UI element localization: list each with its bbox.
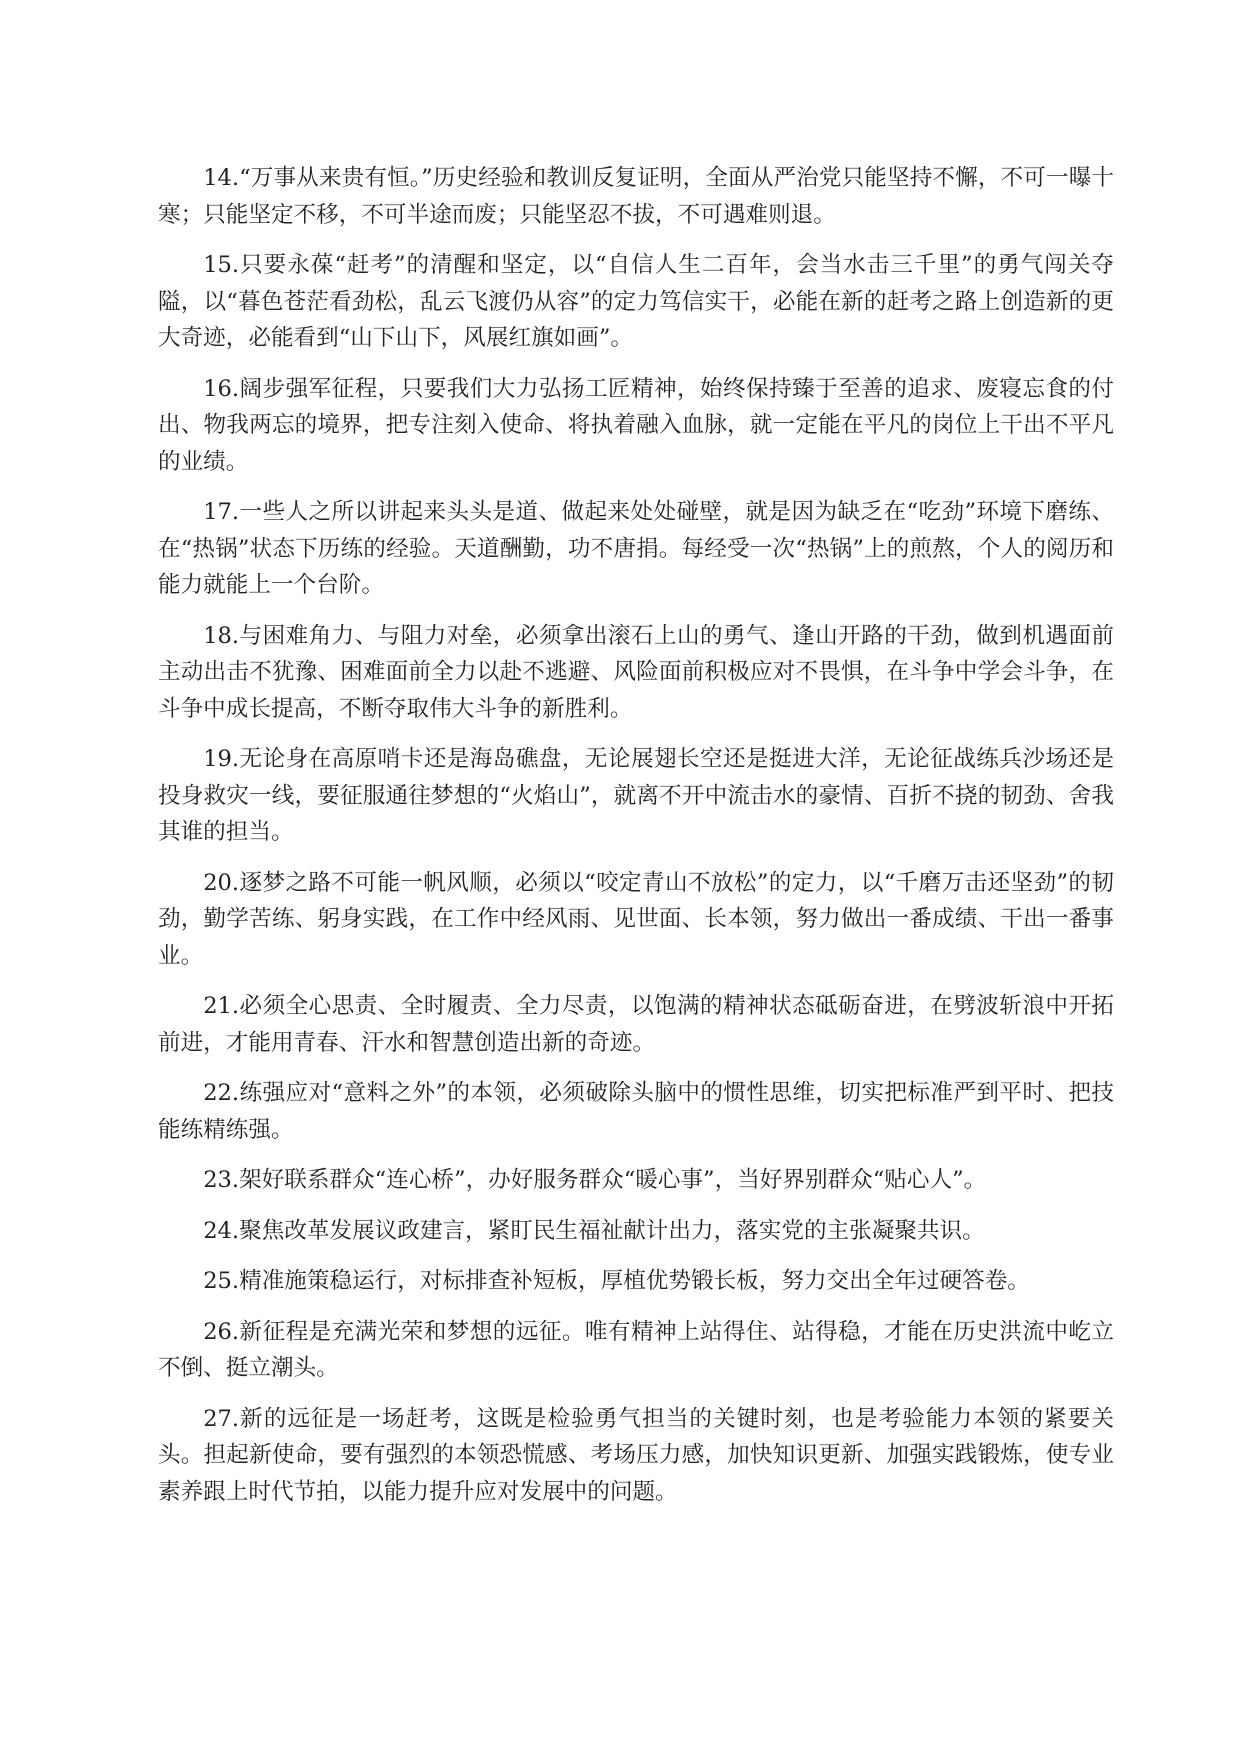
paragraph-21: 21.必须全心思责、全时履责、全力尽责，以饱满的精神状态砥砺奋进，在劈波斩浪中开拓前进，才能用青春、汗水和智慧创造出新的奇迹。 [158,993,1114,1056]
paragraph-15: 15.只要永葆“赶考”的清醒和坚定，以“自信人生二百年，会当水击三千里”的勇气闯关夺隘，以“暮色苍茫看劲松，乱云飞渡仍从容”的定力笃信实干，必能在新的赶考之路上创造新的更大奇迹，必能看到“山下山下，风展红旗如画”。 [158,252,1114,351]
paragraph-19: 19.无论身在高原哨卡还是海岛礁盘，无论展翅长空还是挺进大洋，无论征战练兵沙场还是投身救灾一线，要征服通往梦想的“火焰山”，就离不开中流击水的豪情、百折不挠的韧劲、舍我其谁的担当。 [158,746,1114,845]
paragraph-16: 16.阔步强军征程，只要我们大力弘扬工匠精神，始终保持臻于至善的追求、废寝忘食的付出、物我两忘的境界，把专注刻入使命、将执着融入血脉，就一定能在平凡的岗位上干出不平凡的业绩。 [158,375,1114,475]
paragraph-17: 17.一些人之所以讲起来头头是道、做起来处处碰壁，就是因为缺乏在“吃劲”环境下磨练、在“热锅”状态下历练的经验。天道酬勤，功不唐捐。每经受一次“热锅”上的煎熬，个人的阅历和能力就能上一个台阶。 [158,499,1114,598]
paragraph-23: 23.架好联系群众“连心桥”，办好服务群众“暖心事”，当好界别群众“贴心人”。 [203,1167,987,1193]
paragraph-27: 27.新的远征是一场赶考，这既是检验勇气担当的关键时刻，也是考验能力本领的紧要关头。担起新使命，要有强烈的本领恐慌感、考场压力感，加快知识更新、加强实践锻炼，使专业素养跟上时代节拍，以能力提升应对发展中的问题。 [158,1405,1114,1505]
paragraph-24: 24.聚焦改革发展议政建言，紧盯民生福祉献计出力，落实党的主张凝聚共识。 [203,1217,985,1244]
paragraph-25: 25.精准施策稳运行，对标排查补短板，厚植优势锻长板，努力交出全年过硬答卷。 [203,1268,1030,1294]
paragraph-18: 18.与困难角力、与阻力对垒，必须拿出滚石上山的勇气、逢山开路的干劲，做到机遇面前主动出击不犹豫、困难面前全力以赴不逃避、风险面前积极应对不畏惧，在斗争中学会斗争，在斗争中成长提高，不断夺取伟大斗争的新胜利。 [158,622,1114,722]
paragraph-22: 22.练强应对“意料之外”的本领，必须破除头脑中的惯性思维，切实把标准严到平时、把技能练精练强。 [158,1080,1114,1143]
paragraph-26: 26.新征程是充满光荣和梦想的远征。唯有精神上站得住、站得稳，才能在历史洪流中屹立不倒、挺立潮头。 [158,1318,1114,1381]
paragraph-14: 14.“万事从来贵有恒。”历史经验和教训反复证明，全面从严治党只能坚持不懈，不可一曝十寒；只能坚定不移，不可半途而废；只能坚忍不拔，不可遇难则退。 [158,165,1114,228]
document-body [158,160,1114,1524]
paragraph-20: 20.逐梦之路不可能一帆风顺，必须以“咬定青山不放松”的定力，以“千磨万击还坚劲”的韧劲，勤学苦练、躬身实践，在工作中经风雨、见世面、长本领，努力做出一番成绩、干出一番事业。 [158,869,1114,969]
